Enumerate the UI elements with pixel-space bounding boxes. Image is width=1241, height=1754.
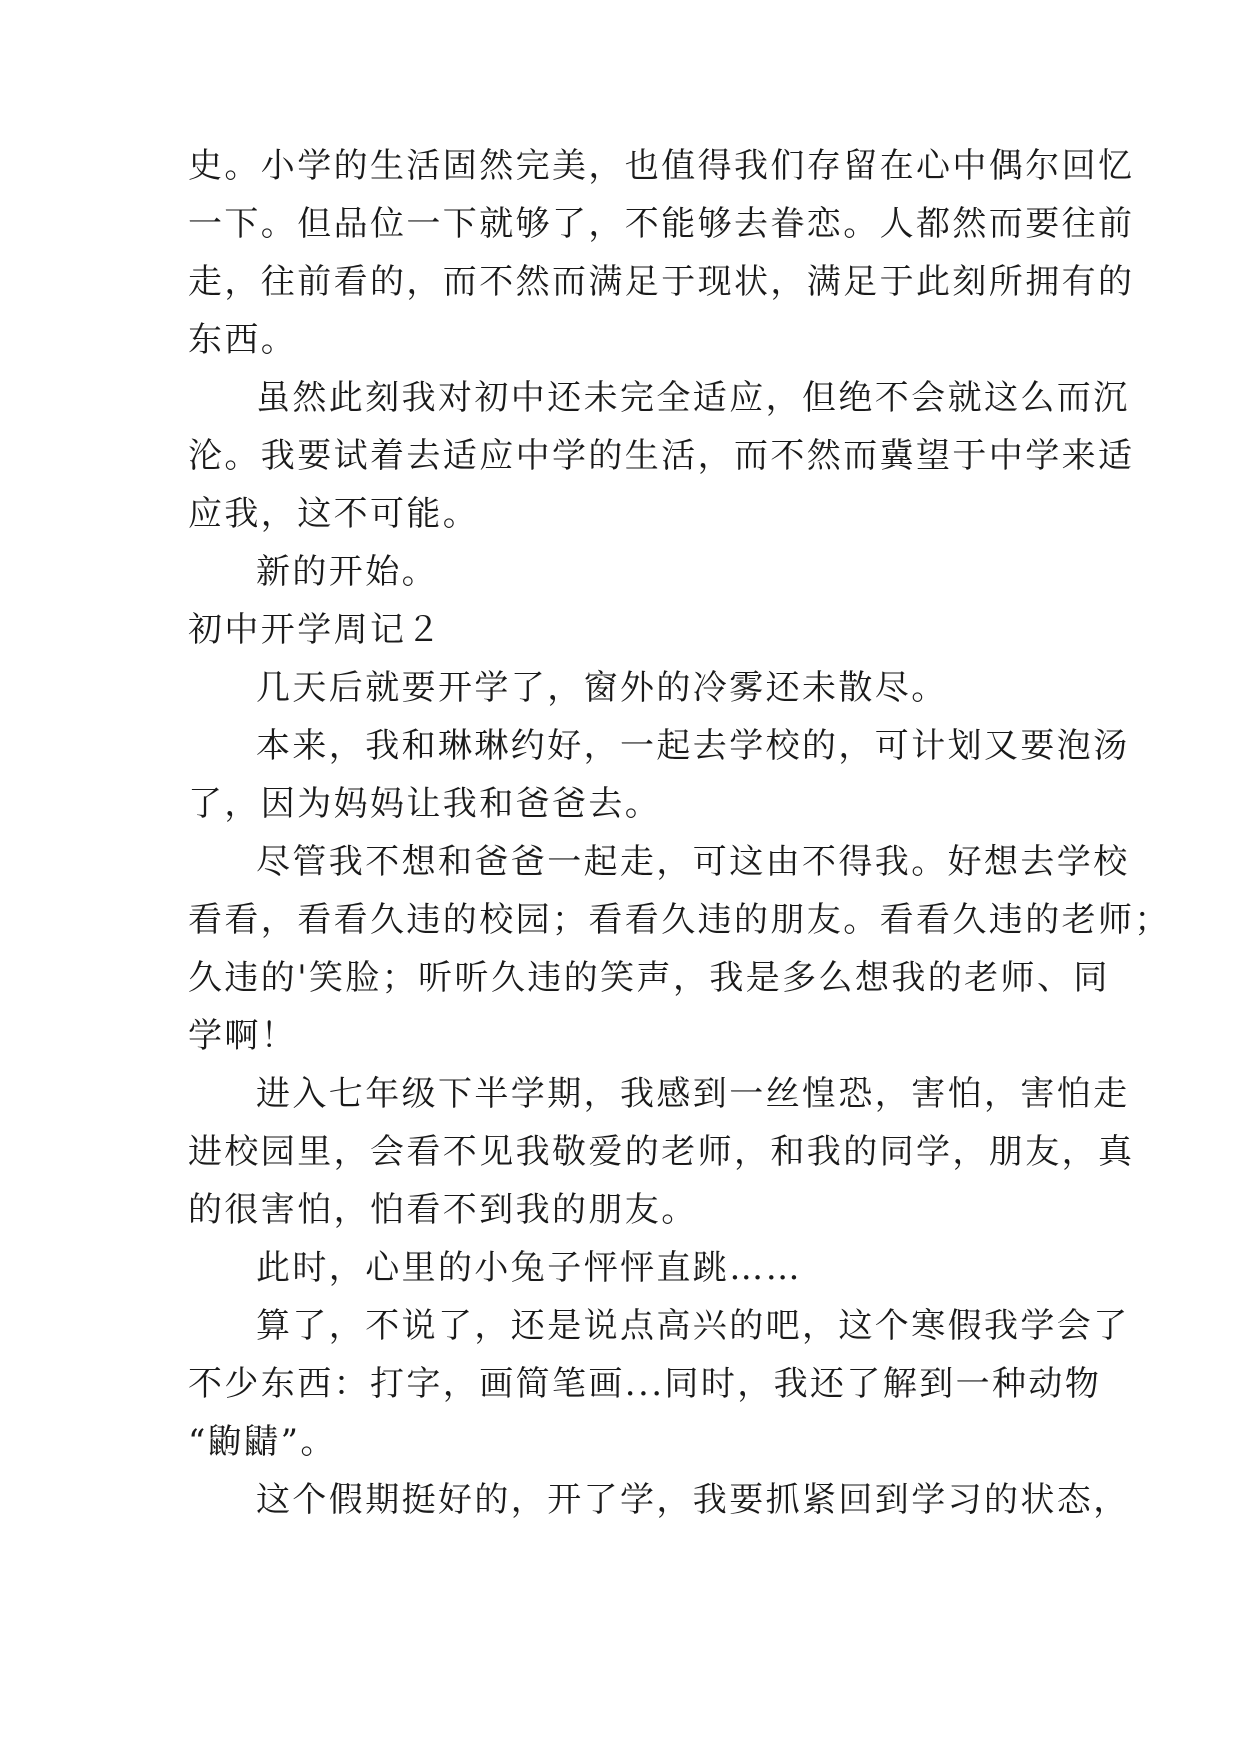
text-line: 久违的'笑脸；听听久违的笑声，我是多么想我的老师、同 xyxy=(188,958,1110,998)
text-line: 此时，心里的小兔子怦怦直跳…… xyxy=(256,1248,802,1288)
text-line: 这个假期挺好的，开了学，我要抓紧回到学习的状态， xyxy=(256,1480,1130,1520)
text-line: 的很害怕，怕看不到我的朋友。 xyxy=(188,1190,698,1230)
text-line: 一下。但品位一下就够了，不能够去眷恋。人都然而要往前 xyxy=(188,204,1135,244)
text-line: 学啊！ xyxy=(188,1016,298,1056)
text-line: 看看，看看久违的校园；看看久违的朋友。看看久违的老师； xyxy=(188,900,1171,940)
text-line: 东西。 xyxy=(188,320,298,360)
text-line: 算了，不说了，还是说点高兴的吧，这个寒假我学会了 xyxy=(256,1306,1130,1346)
text-line: 沦。我要试着去适应中学的生活，而不然而冀望于中学来适 xyxy=(188,436,1135,476)
text-line: “鼩鼱”。 xyxy=(188,1422,337,1462)
text-line: 史。小学的生活固然完美，也值得我们存留在心中偶尔回忆 xyxy=(188,146,1135,186)
text-line: 尽管我不想和爸爸一起走，可这由不得我。好想去学校 xyxy=(256,842,1130,882)
text-line: 进入七年级下半学期，我感到一丝惶恐，害怕，害怕走 xyxy=(256,1074,1130,1114)
section-heading: 初中开学周记２ xyxy=(188,610,443,650)
text-line: 进校园里，会看不见我敬爱的老师，和我的同学，朋友，真 xyxy=(188,1132,1135,1172)
text-line: 新的开始。 xyxy=(256,552,438,592)
text-line: 本来，我和琳琳约好，一起去学校的，可计划又要泡汤 xyxy=(256,726,1130,766)
text-line: 几天后就要开学了，窗外的冷雾还未散尽。 xyxy=(256,668,948,708)
text-line: 不少东西：打字，画简笔画...同时，我还了解到一种动物 xyxy=(188,1364,1102,1404)
text-line: 了，因为妈妈让我和爸爸去。 xyxy=(188,784,662,824)
text-line: 虽然此刻我对初中还未完全适应，但绝不会就这么而沉 xyxy=(256,378,1130,418)
text-line: 应我，这不可能。 xyxy=(188,494,480,534)
text-line: 走，往前看的，而不然而满足于现状，满足于此刻所拥有的 xyxy=(188,262,1135,302)
